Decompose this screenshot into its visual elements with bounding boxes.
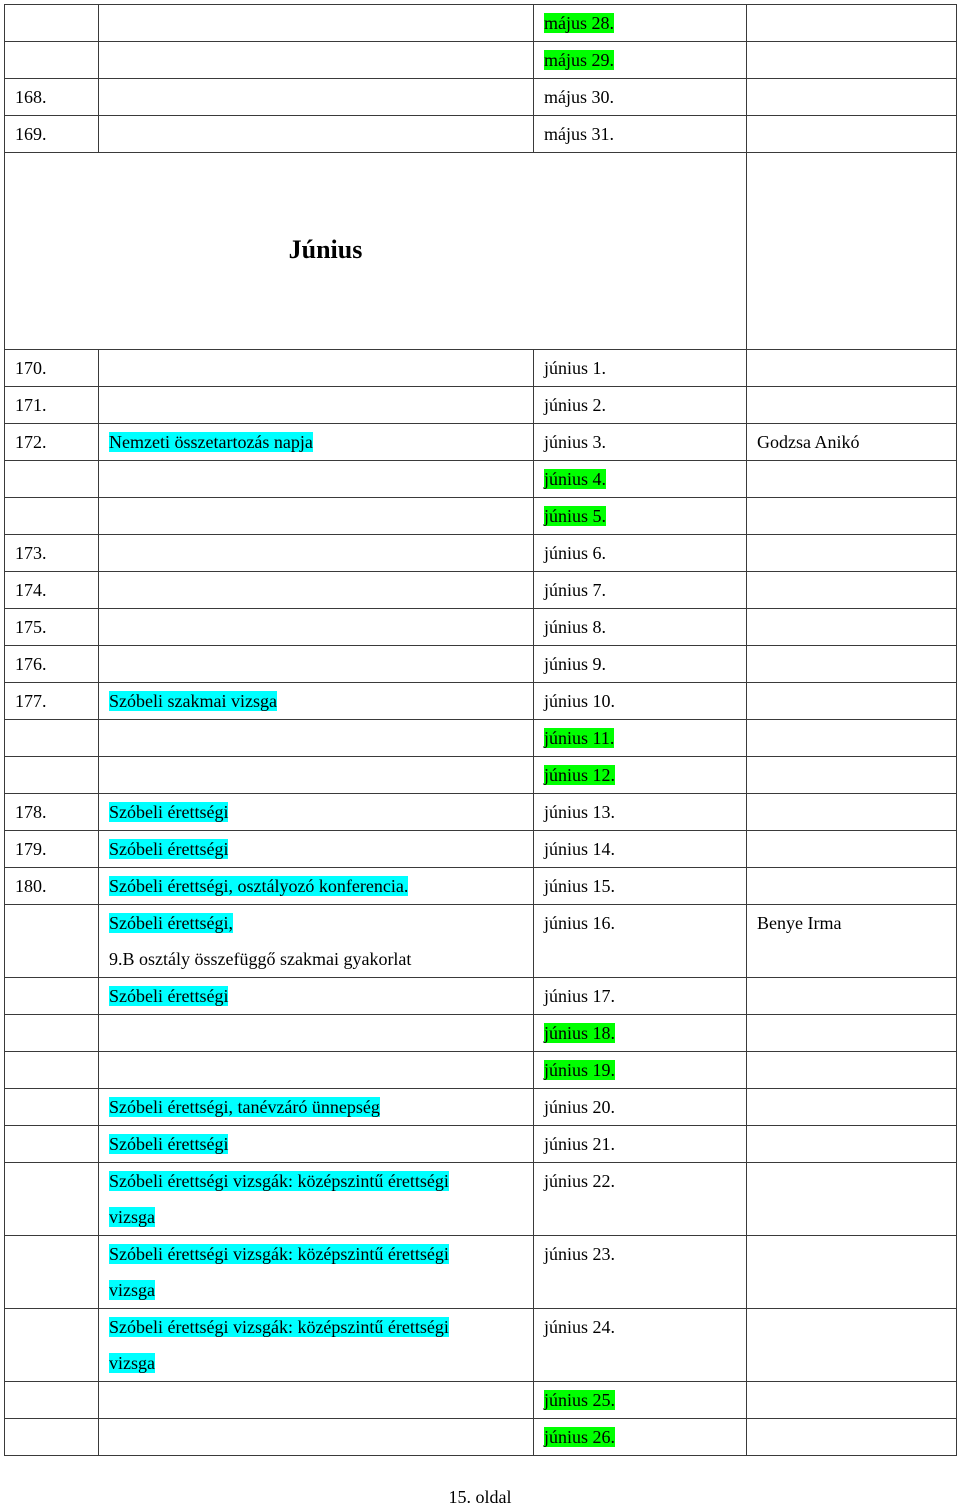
responsible-cell [747, 1089, 957, 1126]
event-text: Szóbeli érettségi vizsgák: középszintű érettségi [109, 1317, 449, 1337]
event-cell [99, 1163, 534, 1236]
table-row [5, 572, 957, 609]
row-number-text: 174. [15, 580, 47, 600]
date-text: június 23. [544, 1244, 616, 1264]
date-cell [534, 350, 747, 387]
row-number-cell [5, 5, 99, 42]
row-number-cell [5, 116, 99, 153]
date-text: június 15. [544, 876, 616, 896]
month-title: Június [288, 235, 363, 264]
responsible-cell [747, 5, 957, 42]
table-row [5, 387, 957, 424]
row-number-cell [5, 1015, 99, 1052]
date-cell [534, 1015, 747, 1052]
responsible-cell [747, 1382, 957, 1419]
table-row [5, 1089, 957, 1126]
date-cell [534, 498, 747, 535]
date-text: június 8. [544, 617, 607, 637]
event-text: Szóbeli érettségi, osztályozó konferencia. [109, 876, 409, 896]
responsible-cell [747, 1126, 957, 1163]
row-number-cell [5, 831, 99, 868]
table-row [5, 1382, 957, 1419]
event-cell [99, 868, 534, 905]
event-text: Nemzeti összetartozás napja [109, 432, 313, 452]
event-text: Szóbeli érettségi, tanévzáró ünnepség [109, 1097, 380, 1117]
row-number-cell [5, 720, 99, 757]
row-number-text: 175. [15, 617, 47, 637]
event-cell [99, 1089, 534, 1126]
row-number-text: 180. [15, 876, 47, 896]
table-row [5, 1052, 957, 1089]
date-text: június 16. [544, 913, 616, 933]
event-cell [99, 1382, 534, 1419]
event-cell [99, 683, 534, 720]
date-cell [534, 1163, 747, 1236]
event-text-continued: vizsga [109, 1280, 155, 1300]
date-text: június 1. [544, 358, 607, 378]
row-number-cell [5, 1419, 99, 1456]
row-number-text: 171. [15, 395, 47, 415]
responsible-cell [747, 42, 957, 79]
event-cell [99, 535, 534, 572]
row-number-cell [5, 868, 99, 905]
row-number-cell [5, 646, 99, 683]
event-cell [99, 1126, 534, 1163]
event-cell [99, 498, 534, 535]
responsible-cell [747, 794, 957, 831]
responsible-cell [747, 350, 957, 387]
row-number-text: 168. [15, 87, 47, 107]
table-row [5, 79, 957, 116]
row-number-cell [5, 978, 99, 1015]
responsible-cell [747, 683, 957, 720]
row-number-cell [5, 1052, 99, 1089]
date-cell [534, 831, 747, 868]
row-number-cell [5, 1236, 99, 1309]
event-cell [99, 5, 534, 42]
date-text: június 2. [544, 395, 607, 415]
row-number-cell [5, 1309, 99, 1382]
event-cell [99, 387, 534, 424]
table-row [5, 1163, 957, 1236]
table-row [5, 498, 957, 535]
responsible-cell [747, 535, 957, 572]
date-text: június 14. [544, 839, 616, 859]
date-cell [534, 1236, 747, 1309]
event-text: Szóbeli érettségi vizsgák: középszintű érettségi [109, 1171, 449, 1191]
row-number-text: 173. [15, 543, 47, 563]
date-cell [534, 116, 747, 153]
responsible-cell [747, 116, 957, 153]
table-row [5, 757, 957, 794]
date-text: május 29. [544, 50, 614, 70]
event-cell [99, 350, 534, 387]
row-number-cell [5, 79, 99, 116]
responsible-cell [747, 757, 957, 794]
row-number-cell [5, 350, 99, 387]
date-text: június 18. [544, 1023, 616, 1043]
table-row [5, 350, 957, 387]
date-cell [534, 794, 747, 831]
row-number-text: 178. [15, 802, 47, 822]
event-text: Szóbeli érettségi [109, 1134, 229, 1154]
table-row [5, 1419, 957, 1456]
row-number-cell [5, 535, 99, 572]
responsible-cell [747, 646, 957, 683]
row-number-cell [5, 424, 99, 461]
date-cell [534, 5, 747, 42]
date-cell [534, 683, 747, 720]
date-text: június 7. [544, 580, 607, 600]
responsible-text: Benye Irma [757, 913, 842, 933]
date-cell [534, 1126, 747, 1163]
date-text: május 30. [544, 87, 614, 107]
row-number-cell [5, 42, 99, 79]
date-text: június 20. [544, 1097, 616, 1117]
row-number-text: 169. [15, 124, 47, 144]
event-text-secondary: 9.B osztály összefüggő szakmai gyakorlat [109, 949, 412, 969]
date-text: június 24. [544, 1317, 616, 1337]
page-number: 15. oldal [448, 1487, 512, 1507]
date-cell [534, 387, 747, 424]
date-cell [534, 609, 747, 646]
date-cell [534, 905, 747, 978]
row-number-cell [5, 1126, 99, 1163]
table-row [5, 5, 957, 42]
event-text: Szóbeli érettségi [109, 986, 229, 1006]
date-text: június 3. [544, 432, 607, 452]
table-row [5, 720, 957, 757]
date-text: június 9. [544, 654, 607, 674]
event-cell [99, 116, 534, 153]
event-text-continued: vizsga [109, 1353, 155, 1373]
table-row [5, 683, 957, 720]
row-number-cell [5, 609, 99, 646]
row-number-cell [5, 387, 99, 424]
table-row [5, 535, 957, 572]
responsible-cell [747, 905, 957, 978]
table-row [5, 905, 957, 978]
date-text: június 22. [544, 1171, 616, 1191]
event-cell [99, 609, 534, 646]
row-number-cell [5, 757, 99, 794]
responsible-cell [747, 424, 957, 461]
date-text: június 4. [544, 469, 607, 489]
row-number-text: 177. [15, 691, 47, 711]
date-text: június 26. [544, 1427, 616, 1447]
event-cell [99, 757, 534, 794]
responsible-text: Godzsa Anikó [757, 432, 860, 452]
row-number-text: 172. [15, 432, 47, 452]
date-cell [534, 1309, 747, 1382]
date-text: június 21. [544, 1134, 616, 1154]
event-cell [99, 424, 534, 461]
date-cell [534, 868, 747, 905]
event-text: Szóbeli érettségi, [109, 913, 233, 933]
event-cell [99, 794, 534, 831]
date-cell [534, 757, 747, 794]
date-cell [534, 1089, 747, 1126]
event-cell [99, 1236, 534, 1309]
event-cell [99, 831, 534, 868]
event-text: Szóbeli érettségi [109, 839, 229, 859]
date-text: június 11. [544, 728, 615, 748]
table-row [5, 461, 957, 498]
responsible-cell [747, 609, 957, 646]
date-cell [534, 1419, 747, 1456]
date-text: június 13. [544, 802, 616, 822]
date-cell [534, 535, 747, 572]
row-number-text: 179. [15, 839, 47, 859]
date-text: június 17. [544, 986, 616, 1006]
event-cell [99, 1015, 534, 1052]
table-row [5, 1015, 957, 1052]
event-cell [99, 1309, 534, 1382]
event-text-continued: vizsga [109, 1207, 155, 1227]
date-text: június 25. [544, 1390, 616, 1410]
date-cell [534, 1052, 747, 1089]
responsible-cell [747, 1163, 957, 1236]
responsible-cell [747, 1015, 957, 1052]
table-row [5, 794, 957, 831]
responsible-cell [747, 572, 957, 609]
responsible-cell [747, 1052, 957, 1089]
row-number-text: 176. [15, 654, 47, 674]
month-header-row [5, 153, 957, 350]
month-header-cell [5, 153, 747, 350]
date-cell [534, 1382, 747, 1419]
table-row [5, 424, 957, 461]
row-number-text: 170. [15, 358, 47, 378]
schedule-body [5, 5, 957, 1456]
table-cell [747, 153, 957, 350]
responsible-cell [747, 461, 957, 498]
event-cell [99, 461, 534, 498]
responsible-cell [747, 498, 957, 535]
event-cell [99, 905, 534, 978]
responsible-cell [747, 1419, 957, 1456]
date-text: június 10. [544, 691, 616, 711]
table-row [5, 609, 957, 646]
event-text: Szóbeli szakmai vizsga [109, 691, 277, 711]
responsible-cell [747, 720, 957, 757]
date-cell [534, 646, 747, 683]
row-number-cell [5, 683, 99, 720]
table-row [5, 1236, 957, 1309]
event-cell [99, 978, 534, 1015]
date-cell [534, 42, 747, 79]
row-number-cell [5, 572, 99, 609]
table-row [5, 868, 957, 905]
responsible-cell [747, 1236, 957, 1309]
date-cell [534, 720, 747, 757]
date-cell [534, 424, 747, 461]
date-cell [534, 572, 747, 609]
date-cell [534, 79, 747, 116]
date-text: június 6. [544, 543, 607, 563]
event-text: Szóbeli érettségi [109, 802, 229, 822]
date-text: május 31. [544, 124, 614, 144]
date-text: június 5. [544, 506, 607, 526]
table-row [5, 831, 957, 868]
date-text: június 12. [544, 765, 616, 785]
table-row [5, 1126, 957, 1163]
responsible-cell [747, 831, 957, 868]
row-number-cell [5, 1382, 99, 1419]
event-cell [99, 1052, 534, 1089]
row-number-cell [5, 461, 99, 498]
event-cell [99, 646, 534, 683]
date-cell [534, 461, 747, 498]
row-number-cell [5, 498, 99, 535]
table-row [5, 1309, 957, 1382]
date-text: június 19. [544, 1060, 616, 1080]
row-number-cell [5, 794, 99, 831]
row-number [5, 905, 99, 978]
event-cell [99, 1419, 534, 1456]
event-cell [99, 572, 534, 609]
table-row [5, 116, 957, 153]
responsible-cell [747, 978, 957, 1015]
row-number-cell [5, 1163, 99, 1236]
event-cell [99, 42, 534, 79]
event-text: Szóbeli érettségi vizsgák: középszintű érettségi [109, 1244, 449, 1264]
row-number-cell [5, 1089, 99, 1126]
date-text: május 28. [544, 13, 614, 33]
table-row [5, 978, 957, 1015]
responsible-cell [747, 868, 957, 905]
event-cell [99, 79, 534, 116]
responsible-cell [747, 1309, 957, 1382]
table-row [5, 42, 957, 79]
date-cell [534, 978, 747, 1015]
schedule-table [4, 4, 957, 1456]
table-row [5, 646, 957, 683]
responsible-cell [747, 387, 957, 424]
responsible-cell [747, 79, 957, 116]
event-cell [99, 720, 534, 757]
